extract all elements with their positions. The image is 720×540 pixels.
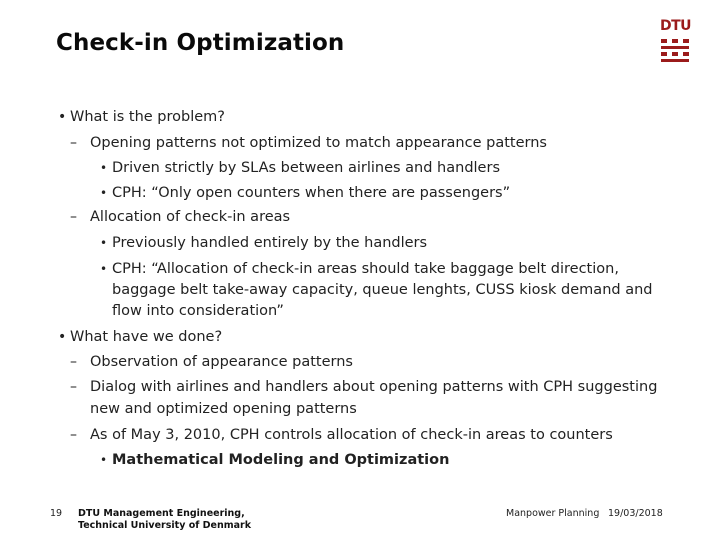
bullet-dot: •	[100, 453, 108, 467]
subbullet-cph-allocation-line3: flow into consideration”	[112, 303, 284, 319]
bullet-dot: •	[100, 262, 108, 276]
bullet-dot: •	[58, 329, 67, 345]
subitem-allocation: Allocation of check-in areas	[90, 209, 291, 225]
bullet-dot: •	[100, 236, 108, 250]
bullet-dot: •	[100, 161, 108, 175]
dash: –	[70, 379, 77, 395]
footer-institution-line1: DTU Management Engineering,	[78, 508, 245, 519]
footer-presentation-title: Manpower Planning	[506, 508, 600, 519]
dash: –	[70, 135, 77, 151]
page-number: 19	[50, 508, 63, 519]
subitem-dialog-line1: Dialog with airlines and handlers about opening patterns with CPH suggesting	[90, 379, 658, 395]
subitem-may-2010: As of May 3, 2010, CPH controls allocation of check-in areas to counters	[90, 427, 613, 443]
dtu-logo	[660, 18, 690, 64]
subbullet-slas: Driven strictly by SLAs between airlines and handlers	[112, 160, 500, 176]
dash: –	[70, 354, 77, 370]
dash: –	[70, 427, 77, 443]
subitem-opening-patterns: Opening patterns not optimized to match appearance patterns	[90, 135, 547, 151]
subitem-observation: Observation of appearance patterns	[90, 354, 353, 370]
bullet-dot: •	[58, 109, 67, 125]
subbullet-handlers: Previously handled entirely by the handlers	[112, 235, 428, 251]
footer-date: 19/03/2018	[608, 508, 663, 519]
subbullet-cph-counters: CPH: “Only open counters when there are passengers”	[112, 185, 511, 201]
footer-institution	[78, 508, 251, 532]
bullet-q1: What is the problem?	[70, 109, 225, 125]
footer-institution-line2: Technical University of Denmark	[78, 520, 252, 531]
dash: –	[70, 209, 77, 225]
subbullet-cph-allocation-line2: baggage belt take-away capacity, queue lenghts, CUSS kiosk demand and	[112, 282, 653, 298]
subbullet-math-modeling: Mathematical Modeling and Optimization	[112, 452, 450, 468]
dtu-logo-mark-icon	[660, 38, 690, 64]
subbullet-cph-allocation-line1: CPH: “Allocation of check-in areas should take baggage belt direction,	[112, 261, 619, 277]
bullet-dot: •	[100, 186, 108, 200]
slide-title: Check-in Optimization	[56, 30, 345, 56]
dtu-logo-text: DTU	[660, 18, 692, 34]
bullet-q2: What have we done?	[70, 329, 223, 345]
subitem-dialog-line2: new and optimized opening patterns	[90, 401, 357, 417]
